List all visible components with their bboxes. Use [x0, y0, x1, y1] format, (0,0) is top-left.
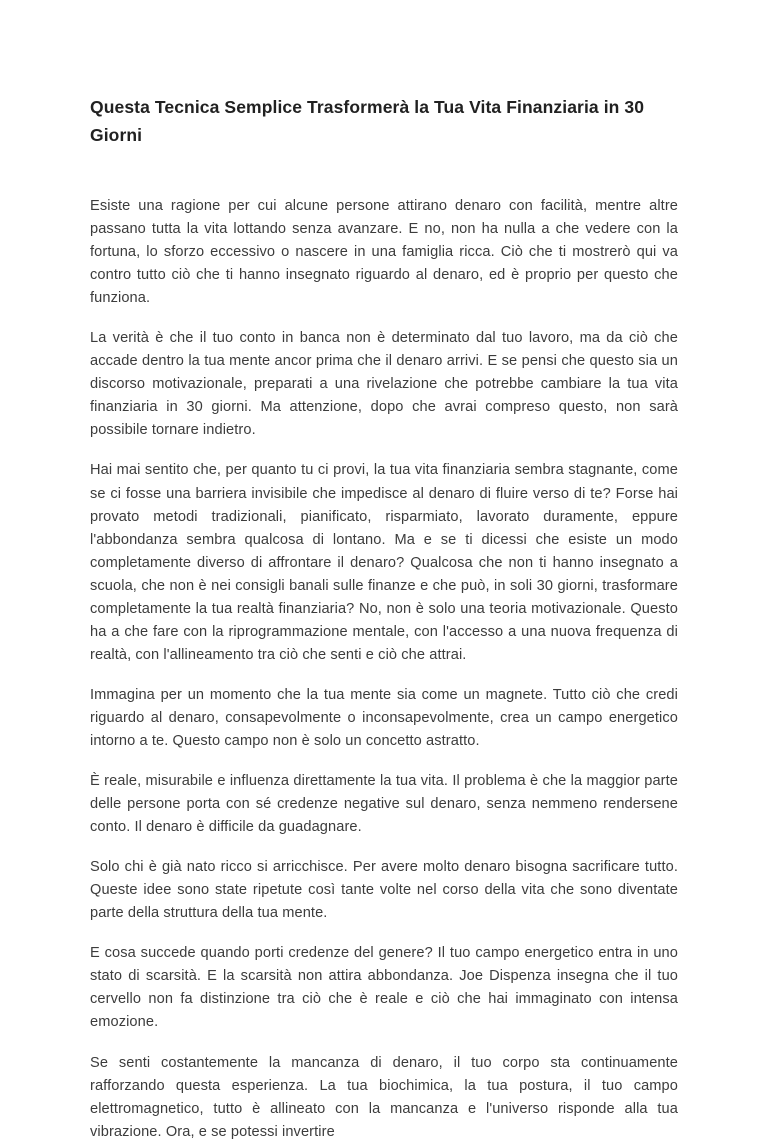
paragraph: Esiste una ragione per cui alcune persone attirano denaro con facilità, mentre altre passano tutta la vita lottando senza avanzare. E no, non ha nulla a che vedere con la fortuna, lo sforzo eccessivo o nascere in una famiglia ricca. Ciò che ti mostrerò qui va contro tutto ciò che ti hanno insegnato riguardo al denaro, ed è proprio per questo che funziona.	[90, 198, 678, 307]
paragraph: Immagina per un momento che la tua mente sia come un magnete. Tutto ciò che credi riguardo al denaro, consapevolmente o inconsapevolmente, crea un campo energetico intorno a te. Questo campo non è solo un concetto astratto.	[90, 686, 678, 749]
paragraph: La verità è che il tuo conto in banca non è determinato dal tuo lavoro, ma da ciò che accade dentro la tua mente ancor prima che il denaro arrivi. E se pensi che questo sia un discorso motivazionale, preparati a una rivelazione che potrebbe cambiare la tua vita finanziaria in 30 giorni. Ma attenzione, dopo che avrai compreso questo, non sarà possibile tornare indietro.	[90, 330, 678, 439]
paragraph: Solo chi è già nato ricco si arricchisce. Per avere molto denaro bisogna sacrificare tutto. Queste idee sono state ripetute così tante volte nel corso della vita che sono diventate parte della struttura della tua mente.	[90, 859, 678, 922]
paragraph: Se senti costantemente la mancanza di denaro, il tuo corpo sta continuamente rafforzando questa esperienza. La tua biochimica, la tua postura, il tuo campo elettromagnetico, tutto è allineato con la mancanza e l'universo risponde alla tua vibrazione. Ora, e se potessi invertire	[90, 1054, 678, 1140]
document-body	[90, 195, 678, 1144]
paragraph: Hai mai sentito che, per quanto tu ci provi, la tua vita finanziaria sembra stagnante, come se ci fosse una barriera invisibile che impedisce al denaro di fluire verso di te? Forse hai provato metodi tradizionali, pianificato, risparmiato, lavorato duramente, eppure l'abbondanza sembra qualcosa di lontano. Ma e se ti dicessi che esiste un modo completamente diverso di affrontare il denaro? Qualcosa che non ti hanno insegnato a scuola, che non è nei consigli banali sulle finanze e che può, in soli 30 giorni, trasformare completamente la tua realtà finanziaria? No, non è solo una teoria motivazionale. Questo ha a che fare con la riprogrammazione mentale, con l'accesso a una nuova frequenza di realtà, con l'allineamento tra ciò che senti e ciò che attrai.	[90, 462, 678, 663]
paragraph: E cosa succede quando porti credenze del genere? Il tuo campo energetico entra in uno stato di scarsità. E la scarsità non attira abbondanza. Joe Dispenza insegna che il tuo cervello non fa distinzione tra ciò che è reale e ciò che hai immaginato con intensa emozione.	[90, 945, 678, 1031]
paragraph: È reale, misurabile e influenza direttamente la tua vita. Il problema è che la maggior parte delle persone porta con sé credenze negative sul denaro, senza nemmeno rendersene conto. Il denaro è difficile da guadagnare.	[90, 773, 678, 836]
document-title: Questa Tecnica Semplice Trasformerà la Tua Vita Finanziaria in 30 Giorni	[90, 97, 645, 145]
